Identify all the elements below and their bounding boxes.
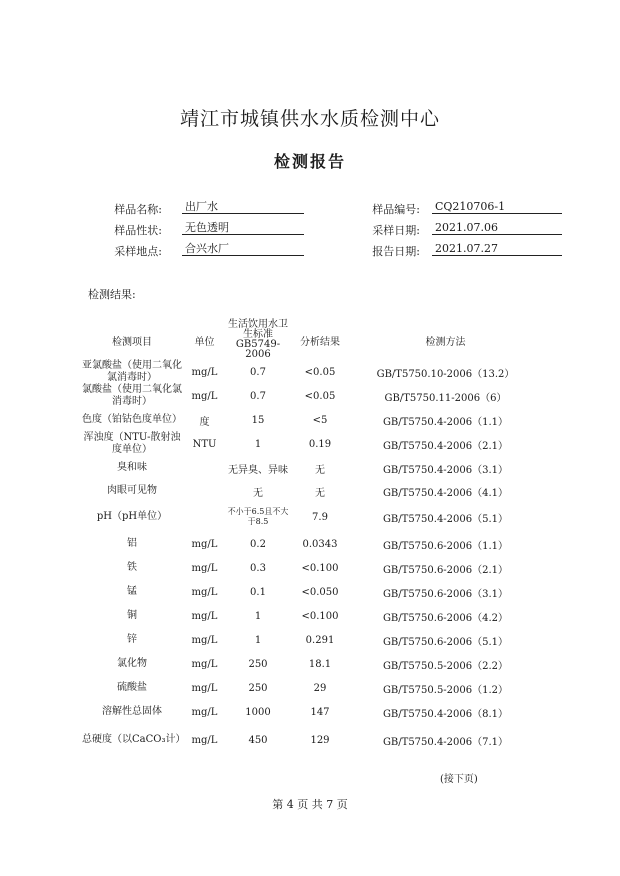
report-date-label: 报告日期: — [372, 245, 420, 258]
cell-item: 铁 — [127, 562, 137, 573]
cell-method: GB/T5750.10-2006（13.2） — [376, 368, 515, 380]
cell-method: GB/T5750.6-2006（3.1） — [382, 588, 509, 600]
cell-limit: 0.1 — [250, 586, 266, 598]
cell-unit: mg/L — [191, 658, 218, 670]
cell-item: 肉眼可见物 — [107, 485, 157, 496]
cell-limit: 0.7 — [250, 366, 266, 378]
cell-result: 0.19 — [308, 438, 332, 450]
results-table — [82, 320, 540, 756]
cell-unit: mg/L — [191, 682, 218, 694]
sample-id-value: CQ210706-1 — [432, 200, 562, 214]
cell-result: 147 — [310, 706, 330, 718]
cell-method: GB/T5750.6-2006（1.1） — [382, 540, 509, 552]
cell-result: 无 — [315, 487, 325, 499]
cell-item: 锌 — [127, 634, 137, 645]
cell-result: <0.050 — [301, 586, 339, 598]
cell-method: GB/T5750.4-2006（5.1） — [382, 513, 509, 525]
cell-limit: 15 — [251, 414, 265, 426]
table-row — [82, 502, 540, 532]
table-row — [82, 724, 540, 756]
cell-item: 亚氯酸盐（使用二氧化氯消毒时） — [82, 360, 182, 383]
report-date-value: 2021.07.27 — [432, 242, 562, 256]
cell-method: GB/T5750.5-2006（2.2） — [382, 660, 509, 672]
table-row — [82, 652, 540, 676]
table-row — [82, 628, 540, 652]
cell-limit: 250 — [248, 658, 268, 670]
cell-result: <0.05 — [304, 390, 336, 402]
cell-unit: mg/L — [191, 634, 218, 646]
cell-item: 铜 — [127, 610, 137, 621]
cell-method: GB/T5750.4-2006（2.1） — [382, 440, 509, 452]
table-row — [82, 408, 540, 432]
cell-result: <0.05 — [304, 366, 336, 378]
cell-unit: mg/L — [191, 610, 218, 622]
cell-method: GB/T5750.4-2006（8.1） — [382, 708, 509, 720]
cell-result: 无 — [315, 464, 325, 476]
cell-unit: mg/L — [191, 538, 218, 550]
cell-unit — [182, 480, 227, 502]
cell-unit: mg/L — [191, 390, 218, 402]
cell-result: 18.1 — [308, 658, 332, 670]
cell-item: 溶解性总固体 — [102, 706, 162, 717]
cell-result: 129 — [310, 734, 330, 746]
table-row — [82, 532, 540, 556]
cell-method: GB/T5750.4-2006（7.1） — [382, 736, 509, 748]
cell-item: 氯化物 — [117, 658, 147, 669]
cell-item: 色度（铂钴色度单位） — [82, 414, 182, 425]
cell-method: GB/T5750.6-2006（4.2） — [382, 612, 509, 624]
table-row — [82, 676, 540, 700]
organization-name: 靖江市城镇供水水质检测中心 — [179, 108, 440, 130]
table-row — [82, 700, 540, 724]
cell-limit: 0.3 — [250, 562, 266, 574]
cell-method: GB/T5750.4-2006（4.1） — [382, 487, 509, 499]
table-row — [82, 384, 540, 408]
cell-result: <0.100 — [301, 562, 339, 574]
cell-method: GB/T5750.6-2006（2.1） — [382, 564, 509, 576]
cell-unit: mg/L — [191, 366, 218, 378]
column-header-result: 分析结果 — [300, 336, 340, 348]
table-row — [82, 604, 540, 628]
cell-result: 0.291 — [305, 634, 335, 646]
cell-method: GB/T5750.4-2006（3.1） — [382, 464, 509, 476]
report-title: 检测报告 — [273, 152, 346, 171]
cell-limit: 1000 — [245, 706, 271, 718]
sample-name-value: 出厂水 — [182, 200, 304, 214]
cell-limit: 0.7 — [250, 390, 266, 402]
cell-item: 锰 — [127, 586, 137, 597]
cell-unit: mg/L — [191, 706, 218, 718]
cell-result: 7.9 — [312, 511, 328, 523]
cell-unit: mg/L — [191, 562, 218, 574]
table-row — [82, 480, 540, 502]
table-row — [82, 432, 540, 456]
results-section-label: 检测结果: — [88, 288, 136, 301]
sample-site-label: 采样地点: — [114, 245, 162, 258]
results-header-row — [82, 320, 540, 360]
cell-method: GB/T5750.6-2006（5.1） — [382, 636, 509, 648]
cell-unit: NTU — [192, 438, 217, 450]
cell-method: GB/T5750.11-2006（6） — [384, 392, 507, 404]
cell-item: 浑浊度（NTU-散射浊度单位） — [83, 432, 181, 455]
cell-limit: 无 — [253, 487, 263, 499]
cell-limit: 1 — [254, 634, 262, 646]
cell-result: 29 — [313, 682, 327, 694]
sample-date-label: 采样日期: — [372, 224, 420, 237]
cell-unit: mg/L — [191, 734, 218, 746]
continue-note: (接下页) — [440, 774, 478, 785]
column-header-unit: 单位 — [194, 336, 215, 348]
cell-item: 氯酸盐（使用二氧化氯消毒时） — [82, 384, 182, 407]
cell-item: 总硬度（以CaCO₃计） — [82, 734, 186, 745]
column-header-method: 检测方法 — [425, 336, 466, 348]
cell-unit — [182, 502, 227, 532]
sample-traits-label: 样品性状: — [114, 224, 162, 237]
page-footer: 第 4 页 共 7 页 — [272, 798, 348, 811]
cell-method: GB/T5750.4-2006（1.1） — [382, 416, 509, 428]
cell-result: <0.100 — [301, 610, 339, 622]
cell-result: <5 — [312, 414, 328, 426]
sample-name-label: 样品名称: — [114, 203, 162, 216]
sample-id-label: 样品编号: — [372, 203, 420, 216]
cell-method: GB/T5750.5-2006（1.2） — [382, 684, 509, 696]
cell-result: 0.0343 — [302, 538, 338, 550]
cell-item: pH（pH单位） — [96, 511, 168, 522]
cell-limit: 0.2 — [250, 538, 266, 550]
cell-unit: 度 — [199, 416, 210, 428]
cell-unit: mg/L — [191, 586, 218, 598]
table-row — [82, 556, 540, 580]
cell-item: 臭和味 — [117, 462, 147, 473]
sample-site-value: 合兴水厂 — [182, 242, 304, 256]
cell-unit — [182, 456, 227, 480]
table-row — [82, 580, 540, 604]
cell-limit: 250 — [248, 682, 268, 694]
sample-date-value: 2021.07.06 — [432, 221, 562, 235]
column-header-item: 检测项目 — [112, 336, 152, 348]
cell-limit: 1 — [254, 438, 262, 450]
cell-item: 硫酸盐 — [117, 682, 147, 693]
cell-limit: 1 — [254, 610, 262, 622]
table-row — [82, 360, 540, 384]
cell-item: 铝 — [127, 538, 137, 549]
cell-limit: 无异臭、异味 — [228, 464, 288, 476]
results-body — [82, 360, 540, 756]
column-header-standard: 生活饮用水卫生标准GB5749-2006 — [228, 319, 288, 360]
cell-limit: 不小于6.5且不大于8.5 — [227, 507, 289, 526]
table-row — [82, 456, 540, 480]
sample-traits-value: 无色透明 — [182, 221, 304, 235]
cell-limit: 450 — [248, 734, 268, 746]
